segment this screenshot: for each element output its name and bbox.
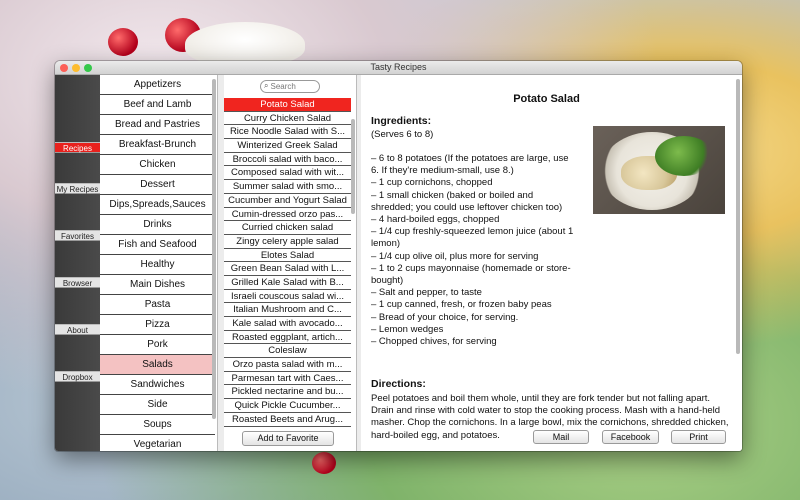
tab-browser[interactable]: Browser xyxy=(55,277,100,288)
recipe-item[interactable]: Roasted Beets and Arug... xyxy=(224,413,351,427)
serves-text: (Serves 6 to 8) xyxy=(371,129,434,140)
ingredient-item: – 1 cup canned, fresh, or frozen baby peas xyxy=(371,299,552,311)
ingredients-list xyxy=(371,153,576,348)
category-item[interactable]: Appetizers xyxy=(100,75,215,95)
app-window xyxy=(55,61,742,451)
category-item[interactable]: Beef and Lamb xyxy=(100,95,215,115)
ingredient-item: – 1 to 2 cups mayonnaise (homemade or store-bought) xyxy=(371,262,571,287)
ingredient-item: – Chopped chives, for serving xyxy=(371,336,497,348)
background-raspberry xyxy=(312,452,336,474)
recipe-item[interactable]: Grilled Kale Salad with B... xyxy=(224,276,351,290)
ingredient-item: – 6 to 8 potatoes (If the potatoes are large, use 6. If they're medium-small, use 8.) xyxy=(371,153,569,177)
recipe-item[interactable]: Pickled nectarine and bu... xyxy=(224,385,351,399)
recipe-title: Potato Salad xyxy=(513,93,580,105)
category-item[interactable]: Breakfast-Brunch xyxy=(100,135,215,155)
ingredient-item: – 1/4 cup olive oil, plus more for serving xyxy=(371,250,539,262)
recipe-item[interactable]: Curried chicken salad xyxy=(224,221,351,235)
recipe-item[interactable]: Israeli couscous salad wi... xyxy=(224,290,351,304)
recipe-item[interactable]: Broccoli salad with baco... xyxy=(224,153,351,167)
tab-my-recipes[interactable]: My Recipes xyxy=(56,185,99,194)
tab-dropbox[interactable]: Dropbox xyxy=(55,371,100,382)
category-item[interactable]: Pork xyxy=(100,335,215,355)
category-item[interactable]: Healthy xyxy=(100,255,215,275)
category-item[interactable]: Dessert xyxy=(100,175,215,195)
search-placeholder: Search xyxy=(270,81,296,91)
tab-recipes[interactable]: Recipes xyxy=(55,142,100,153)
category-item[interactable]: Sandwiches xyxy=(100,375,215,395)
ingredient-item: – Bread of your choice, for serving. xyxy=(371,311,519,323)
ingredient-item: – 4 hard-boiled eggs, chopped xyxy=(371,214,500,226)
recipe-item[interactable]: Rice Noodle Salad with S... xyxy=(224,125,351,139)
search-input[interactable] xyxy=(260,80,320,93)
category-item[interactable]: Bread and Pastries xyxy=(100,115,215,135)
recipe-item[interactable]: Elotes Salad xyxy=(224,249,351,263)
add-to-favorite-button[interactable]: Add to Favorite xyxy=(242,431,334,446)
category-item[interactable]: Chicken xyxy=(100,155,215,175)
recipe-list xyxy=(224,98,351,427)
directions-text: Peel potatoes and boil them whole, until they are fork tender but not falling apart. Drain and rinse with cold water to stop the cooking process. Mash with a hand-held masher. Chop the cornichons. In a large bowl, mix the cornichons, shredded chicken, hard-boiled egg, and potatoes. xyxy=(371,393,729,441)
tab-favorites[interactable]: Favorites xyxy=(55,230,100,241)
category-item[interactable]: Fish and Seafood xyxy=(100,235,215,255)
recipe-item[interactable]: Green Bean Salad with L... xyxy=(224,262,351,276)
title-bar[interactable] xyxy=(55,61,742,75)
ingredient-item: – Salt and pepper, to taste xyxy=(371,287,482,299)
category-item[interactable]: Dips,Spreads,Sauces xyxy=(100,195,215,215)
recipe-item[interactable]: Coleslaw xyxy=(224,344,351,358)
category-item[interactable]: Pizza xyxy=(100,315,215,335)
directions-heading: Directions: xyxy=(371,378,426,390)
detail-scrollbar[interactable] xyxy=(736,79,740,354)
recipe-item[interactable]: Summer salad with smo... xyxy=(224,180,351,194)
recipe-list-panel xyxy=(224,75,357,451)
recipe-item[interactable]: Kale salad with avocado... xyxy=(224,317,351,331)
sidebar xyxy=(55,75,100,451)
recipe-item[interactable]: Cucumber and Yogurt Salad xyxy=(224,194,351,208)
recipe-item[interactable]: Quick Pickle Cucumber... xyxy=(224,399,351,413)
tab-about[interactable]: About xyxy=(55,324,100,335)
category-item[interactable]: Drinks xyxy=(100,215,215,235)
category-item[interactable]: Vegetarian xyxy=(100,435,215,451)
window-title: Tasty Recipes xyxy=(370,62,427,72)
recipe-item[interactable]: Roasted eggplant, artich... xyxy=(224,331,351,345)
facebook-button[interactable]: Facebook xyxy=(602,430,659,444)
mail-button[interactable]: Mail xyxy=(533,430,589,444)
search-icon: ⌕ xyxy=(264,81,269,90)
recipe-item[interactable]: Winterized Greek Salad xyxy=(224,139,351,153)
ingredient-item: – 1 small chicken (baked or boiled and shredded; you could use leftover chicken too) xyxy=(371,189,563,213)
ingredient-item: – 1/4 cup freshly-squeezed lemon juice (about 1 lemon) xyxy=(371,226,574,250)
recipe-scrollbar[interactable] xyxy=(351,119,355,214)
ingredients-heading: Ingredients: xyxy=(371,115,432,127)
recipe-item[interactable]: Composed salad with wit... xyxy=(224,166,351,180)
ingredient-item: – 1 cup cornichons, chopped xyxy=(371,177,493,189)
background-raspberry xyxy=(108,28,138,56)
print-button[interactable]: Print xyxy=(671,430,726,444)
recipe-item[interactable]: Parmesan tart with Caes... xyxy=(224,372,351,386)
recipe-item[interactable]: Potato Salad xyxy=(224,98,351,112)
recipe-item[interactable]: Zingy celery apple salad xyxy=(224,235,351,249)
recipe-item[interactable]: Curry Chicken Salad xyxy=(224,112,351,126)
recipe-item[interactable]: Cumin-dressed orzo pas... xyxy=(224,208,351,222)
background-whipped-cream xyxy=(185,22,305,66)
recipe-item[interactable]: Orzo pasta salad with m... xyxy=(224,358,351,372)
category-item[interactable]: Side xyxy=(100,395,215,415)
recipe-photo xyxy=(593,126,725,214)
category-list xyxy=(100,75,218,451)
ingredient-item: – Lemon wedges xyxy=(371,323,444,335)
category-item[interactable]: Main Dishes xyxy=(100,275,215,295)
recipe-item[interactable]: Italian Mushroom and C... xyxy=(224,303,351,317)
category-item[interactable]: Salads xyxy=(100,355,215,375)
category-scrollbar[interactable] xyxy=(212,79,216,419)
recipe-detail xyxy=(361,75,742,451)
category-item[interactable]: Pasta xyxy=(100,295,215,315)
category-item[interactable]: Soups xyxy=(100,415,215,435)
